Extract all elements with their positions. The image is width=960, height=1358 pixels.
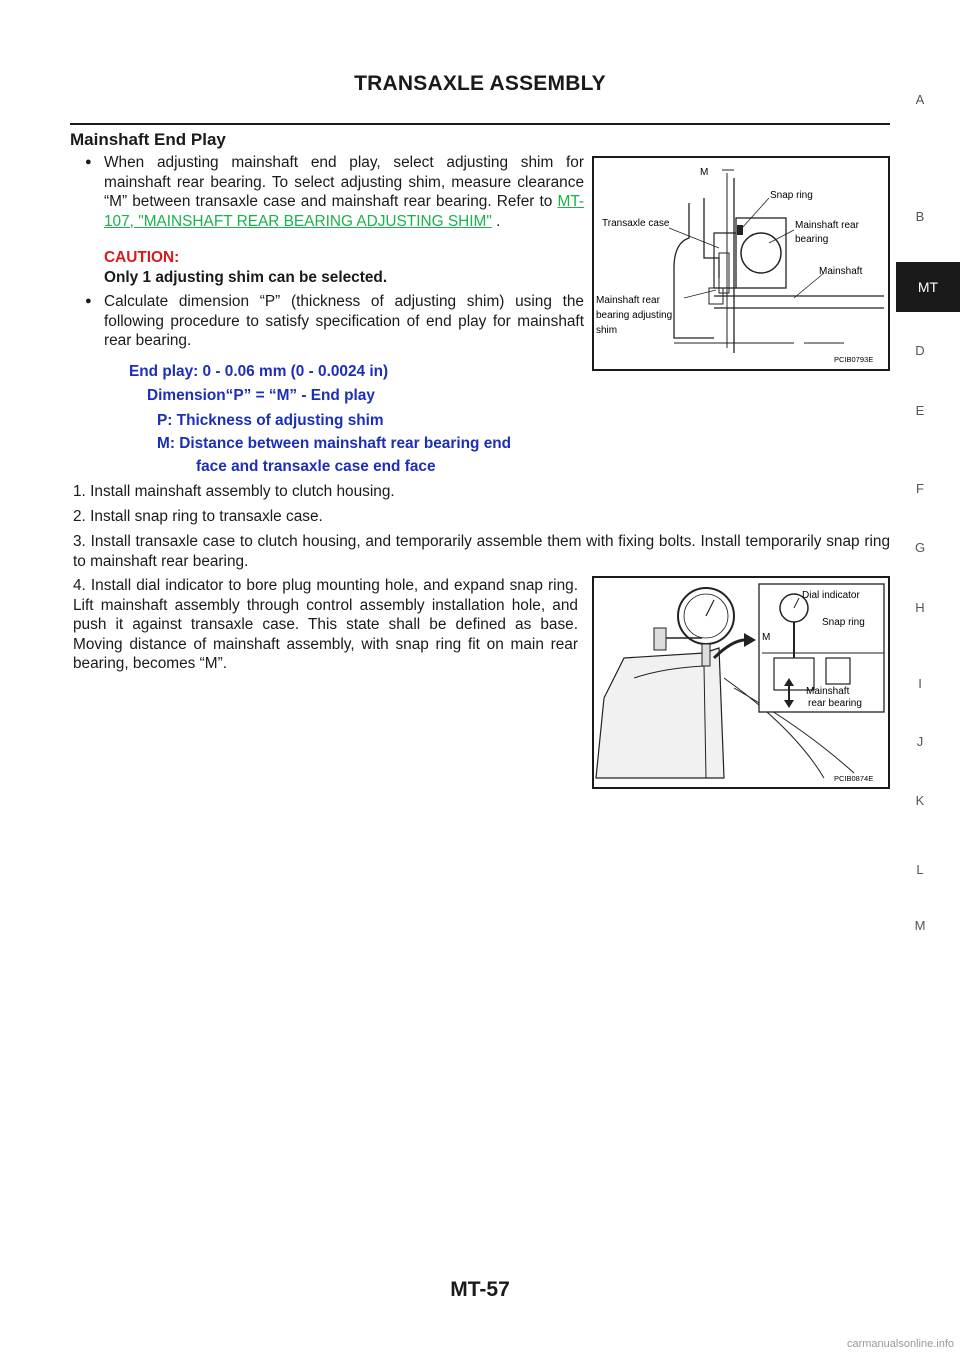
- bullet-item-shim-selection: [104, 153, 584, 231]
- label-shim-1: Mainshaft rear: [596, 295, 660, 306]
- header-rule: [70, 123, 890, 125]
- label-m: M: [700, 167, 709, 178]
- figure-code: PCIB0874E: [834, 774, 874, 783]
- caution-text: Only 1 adjusting shim can be selected.: [104, 268, 388, 286]
- side-tab-i[interactable]: I: [918, 676, 922, 691]
- side-tab-m[interactable]: M: [914, 918, 926, 933]
- side-tab-d[interactable]: D: [915, 343, 925, 358]
- step-3: [73, 532, 890, 571]
- watermark: carmanualsonline.info: [846, 1338, 954, 1350]
- side-tab-a[interactable]: A: [915, 92, 925, 107]
- dial-indicator-illustration: [594, 578, 888, 787]
- spec-p-definition: P: Thickness of adjusting shim: [157, 412, 384, 429]
- label-bearing-2: rear bearing: [808, 698, 862, 709]
- label-transaxle-case: Transaxle case: [602, 218, 670, 229]
- label-rear-bearing-1: Mainshaft rear: [795, 220, 859, 231]
- side-tab-j[interactable]: J: [916, 734, 924, 749]
- side-tab-l[interactable]: L: [916, 862, 924, 877]
- side-tab-b[interactable]: B: [915, 209, 925, 224]
- bullet-item-calculate: [104, 292, 584, 351]
- page-number: MT-57: [450, 1278, 510, 1301]
- label-bearing-1: Mainshaft: [806, 686, 850, 697]
- caution-block: [104, 248, 584, 287]
- label-shim-2: bearing adjusting: [596, 310, 673, 321]
- side-tab-k[interactable]: K: [915, 793, 925, 808]
- label-dial-indicator: Dial indicator: [802, 590, 860, 601]
- bullet-text-end: .: [491, 212, 501, 230]
- caution-label: CAUTION:: [104, 249, 180, 266]
- label-mainshaft: Mainshaft: [819, 266, 863, 277]
- shim-diagram-illustration: [594, 158, 888, 369]
- figure-code: PCIB0793E: [834, 355, 874, 364]
- side-tab-f[interactable]: F: [916, 481, 924, 496]
- page-title: TRANSAXLE ASSEMBLY: [354, 72, 606, 95]
- step-4: [73, 576, 578, 674]
- figure-dial-indicator: [592, 576, 890, 789]
- section-title: Mainshaft End Play: [70, 130, 226, 149]
- bullet-text: Calculate dimension “P” (thickness of adjusting shim) using the following procedure to satisfy specification of end play for mainshaft rear bearing.: [104, 293, 584, 349]
- bullet-text: When adjusting mainshaft end play, select adjusting shim for mainshaft rear bearing. To select adjusting shim, measure clearance “M” between transaxle case and mainshaft rear bearing. Refer to: [104, 154, 584, 210]
- reference-link[interactable]: MT-107, "MAINSHAFT REAR BEARING ADJUSTING SHIM": [104, 193, 584, 230]
- side-tab-g[interactable]: G: [914, 540, 926, 555]
- label-m: M: [762, 632, 771, 643]
- step-3-text: 3. Install transaxle case to clutch housing, and temporarily assemble them with fixing bolts. Install temporarily snap ring to mainshaft rear bearing.: [73, 533, 890, 570]
- spec-m-definition-cont: face and transaxle case end face: [196, 458, 436, 475]
- label-rear-bearing-2: bearing: [795, 234, 829, 245]
- label-shim-3: shim: [596, 325, 618, 336]
- figure-shim-diagram: [592, 156, 890, 371]
- label-snap-ring: Snap ring: [770, 190, 813, 201]
- step-1: 1. Install mainshaft assembly to clutch housing.: [73, 483, 395, 500]
- side-tab-e[interactable]: E: [915, 403, 925, 418]
- spec-formula: Dimension“P” = “M” - End play: [147, 387, 375, 404]
- spec-m-definition: M: Distance between mainshaft rear bearing end: [157, 435, 512, 452]
- label-snap-ring: Snap ring: [822, 617, 865, 628]
- spec-end-play: End play: 0 - 0.06 mm (0 - 0.0024 in): [129, 363, 389, 380]
- side-tab-h[interactable]: H: [915, 600, 925, 615]
- step-4-text: 4. Install dial indicator to bore plug mounting hole, and expand snap ring. Lift mainshaft assembly through control assembly installation hole, and push it against transaxle case. This state shall be defined as base. Moving distance of mainshaft assembly, with snap ring fit on main rear bearing, becomes “M”.: [73, 577, 578, 672]
- step-2: 2. Install snap ring to transaxle case.: [73, 508, 323, 525]
- side-tab-mt[interactable]: MT: [896, 262, 960, 312]
